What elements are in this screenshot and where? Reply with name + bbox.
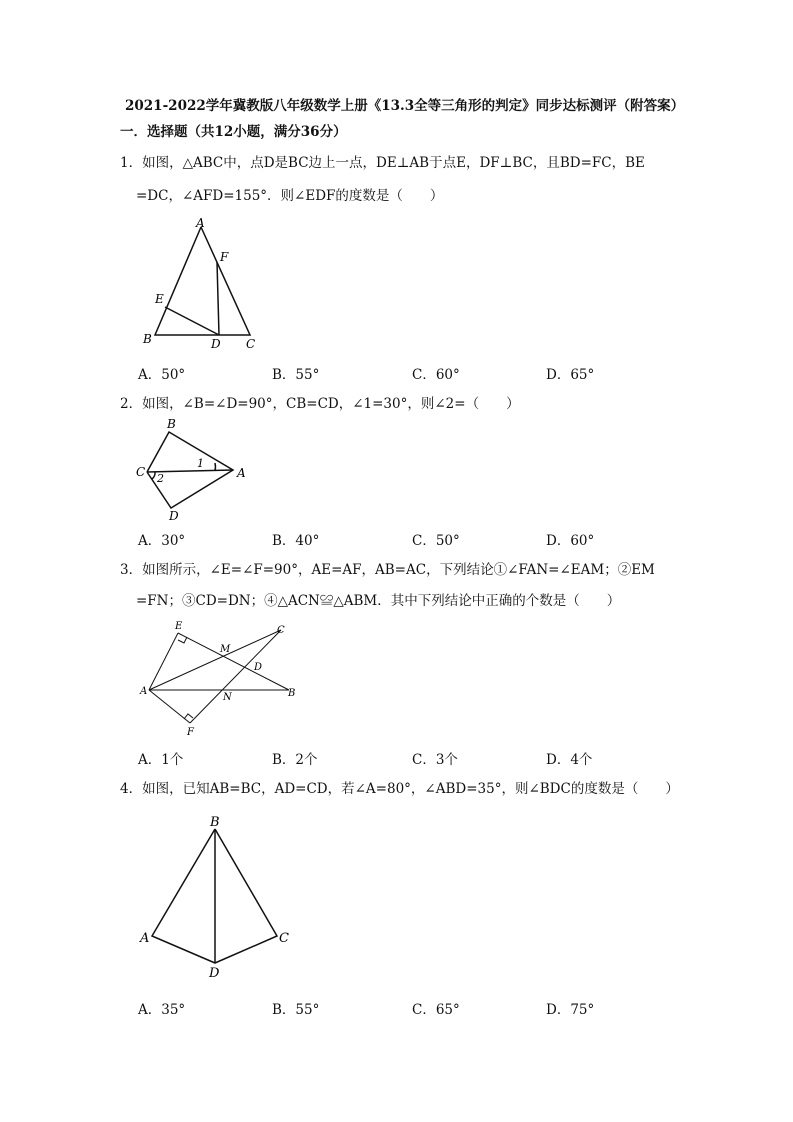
q2-figure: [135, 415, 255, 525]
q1-label-E: E: [155, 292, 164, 306]
q1-label-F: F: [220, 250, 229, 264]
q3-label-D: D: [254, 662, 263, 673]
q2-label-A: A: [237, 466, 246, 480]
q3-label-M: M: [220, 644, 231, 655]
q2-label-B: B: [167, 417, 176, 431]
q2-option-b[interactable]: B．40°: [272, 533, 320, 549]
q4-label-B: B: [210, 815, 220, 830]
q2-option-a[interactable]: A．30°: [138, 533, 186, 549]
q4-label-A: A: [140, 931, 150, 946]
q2-option-c[interactable]: C．50°: [412, 533, 460, 549]
q2-option-d[interactable]: D．60°: [546, 533, 595, 549]
q2-text: 2．如图，∠B=∠D=90°，CB=CD，∠1=30°，则∠2=（ ）: [120, 396, 520, 412]
q2-label-angle-2: 2: [157, 472, 164, 485]
q3-label-N: N: [223, 692, 232, 703]
q1-label-C: C: [246, 337, 256, 351]
q4-option-c[interactable]: C．65°: [412, 1002, 460, 1018]
q3-option-c[interactable]: C．3个: [412, 752, 458, 768]
q1-option-d[interactable]: D．65°: [546, 367, 595, 383]
q1-text-line1: 1．如图，△ABC中，点D是BC边上一点，DE⊥AB于点E，DF⊥BC，且BD=FC，BE: [120, 155, 645, 171]
q1-option-b[interactable]: B．55°: [272, 367, 320, 383]
q4-option-a[interactable]: A．35°: [138, 1002, 186, 1018]
q4-option-d[interactable]: D．75°: [546, 1002, 595, 1018]
q1-text-line2: =DC，∠AFD=155°．则∠EDF的度数是（ ）: [136, 188, 444, 204]
q3-label-F: F: [187, 727, 194, 738]
q4-option-b[interactable]: B．55°: [272, 1002, 320, 1018]
q1-label-B: B: [143, 332, 152, 346]
q4-label-C: C: [279, 931, 289, 946]
q3-label-E: E: [175, 621, 183, 632]
q3-label-C: C: [277, 625, 285, 636]
q3-option-b[interactable]: B．2个: [272, 752, 318, 768]
q4-text: 4．如图，已知AB=BC，AD=CD，若∠A=80°，∠ABD=35°，则∠BDC的度数是（ ）: [120, 781, 679, 797]
q3-label-B: B: [288, 688, 296, 699]
q3-option-d[interactable]: D．4个: [546, 752, 593, 768]
q1-label-A: A: [196, 216, 205, 230]
section-heading: 一．选择题（共12小题，满分36分）: [120, 124, 347, 140]
q2-label-angle-1: 1: [197, 457, 204, 470]
q3-figure: [135, 620, 305, 740]
q1-label-D: D: [211, 337, 221, 351]
q2-label-C: C: [136, 465, 146, 479]
q2-label-D: D: [169, 509, 179, 523]
q1-figure: [135, 215, 265, 355]
q4-label-D: D: [209, 966, 220, 981]
q1-option-a[interactable]: A．50°: [138, 367, 186, 383]
q3-text-line2: =FN；③CD=DN；④△ACN≌△ABM．其中下列结论中正确的个数是（ ）: [136, 593, 621, 609]
q3-label-A: A: [140, 686, 148, 697]
q3-option-a[interactable]: A．1个: [138, 752, 184, 768]
document-title: 2021-2022学年冀教版八年级数学上册《13.3全等三角形的判定》同步达标测评（附答案）: [125, 98, 685, 114]
q3-text-line1: 3．如图所示，∠E=∠F=90°，AE=AF，AB=AC，下列结论①∠FAN=∠EAM；②EM: [120, 562, 655, 578]
q4-figure: [135, 812, 305, 982]
q1-option-c[interactable]: C．60°: [412, 367, 460, 383]
